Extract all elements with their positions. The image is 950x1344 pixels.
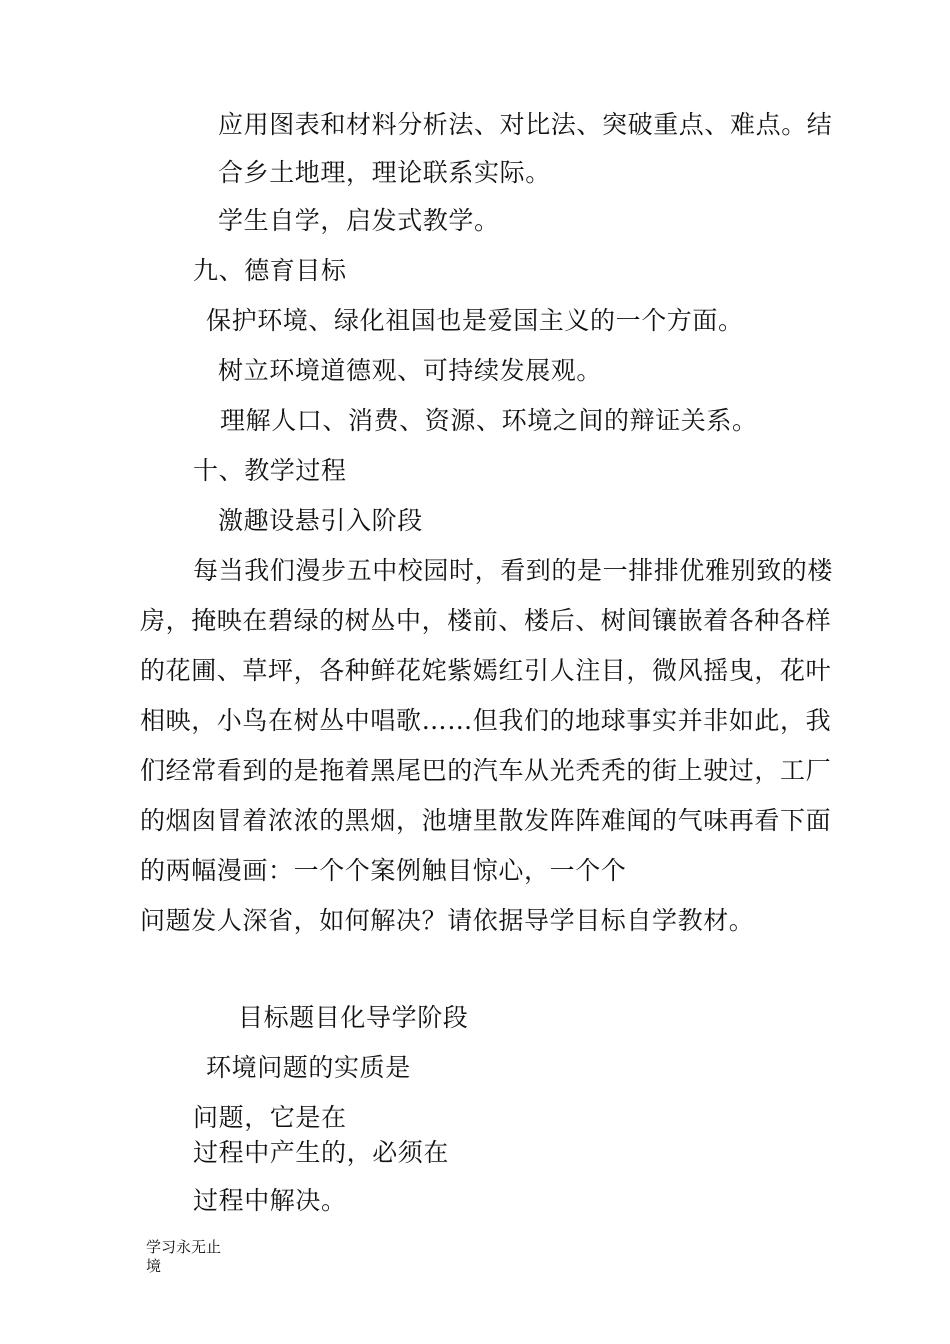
text-line: 问题，它是在 [193, 1103, 347, 1132]
paragraph-line: 房，掩映在碧绿的树丛中，楼前、楼后、树间镶嵌着各种各样 [140, 606, 832, 635]
section-heading: 九、德育目标 [193, 256, 347, 285]
text-line: 树立环境道德观、可持续发展观。 [218, 356, 603, 385]
paragraph-line: 的两幅漫画：一个个案例触目惊心，一个个 [140, 856, 627, 885]
text-line: 合乡土地理，理论联系实际。 [218, 158, 551, 187]
text-line: 过程中解决。 [193, 1186, 347, 1215]
subsection-heading: 目标题目化导学阶段 [238, 1003, 469, 1032]
paragraph-line: 相映，小鸟在树丛中唱歌……但我们的地球事实并非如此，我 [140, 706, 832, 735]
text-line: 环境问题的实质是 [206, 1053, 411, 1082]
text-line: 应用图表和材料分析法、对比法、突破重点、难点。结 [218, 110, 833, 139]
footer-text: 学习永无止 [146, 1238, 222, 1256]
paragraph-line: 每当我们漫步五中校园时，看到的是一排排优雅别致的楼 [193, 556, 834, 585]
text-line: 理解人口、消费、资源、环境之间的辩证关系。 [220, 406, 758, 435]
paragraph-line: 问题发人深省，如何解决？请依据导学目标自学教材。 [140, 906, 755, 935]
paragraph-line: 的花圃、草坪，各种鲜花姹紫嫣红引人注目，微风摇曳，花叶 [140, 656, 832, 685]
text-line: 学生自学，启发式教学。 [218, 206, 500, 235]
section-heading: 十、教学过程 [193, 456, 347, 485]
text-line: 过程中产生的，必须在 [193, 1138, 450, 1167]
paragraph-line: 们经常看到的是拖着黑尾巴的汽车从光秃秃的街上驶过，工厂 [140, 756, 832, 785]
subsection-heading: 激趣设悬引入阶段 [218, 506, 423, 535]
paragraph-line: 的烟囱冒着浓浓的黑烟，池塘里散发阵阵难闻的气味再看下面 [140, 806, 832, 835]
text-line: 保护环境、绿化祖国也是爱国主义的一个方面。 [206, 306, 744, 335]
footer-text: 境 [146, 1257, 162, 1275]
